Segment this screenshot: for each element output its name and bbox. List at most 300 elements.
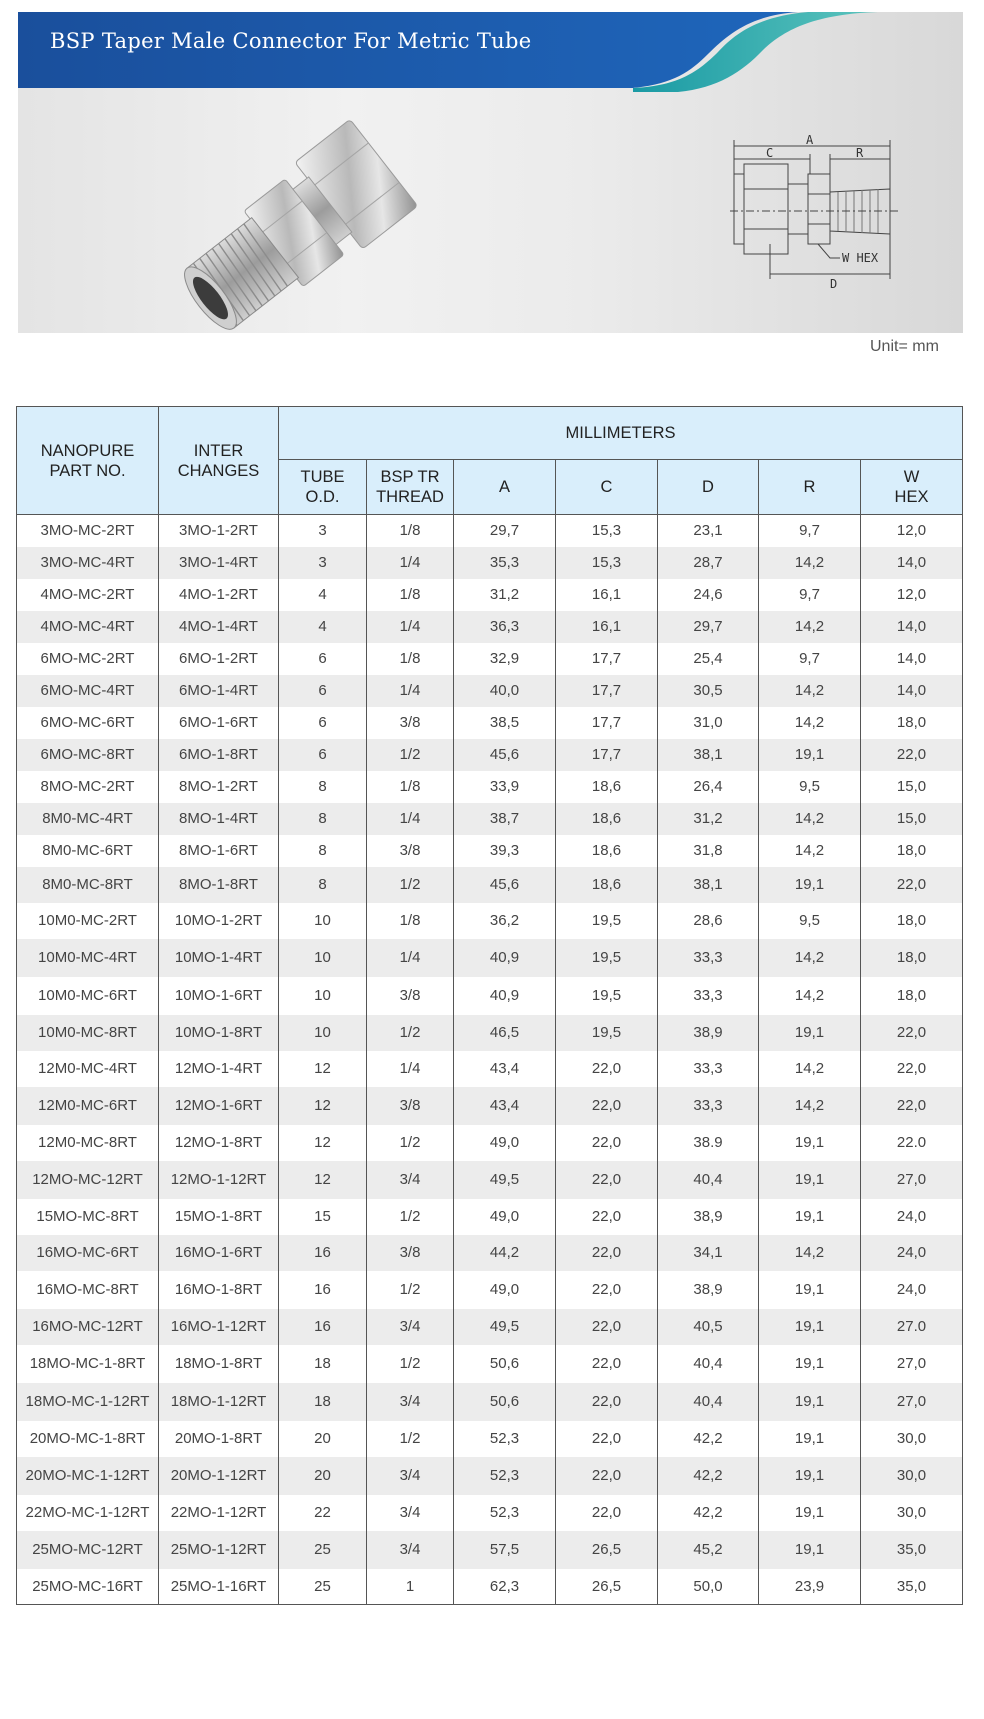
table-row [17,547,963,579]
cell-r: 19,1 [759,1457,861,1495]
cell-part-no: 6MO-MC-8RT [17,739,159,771]
cell-inter-changes: 15MO-1-8RT [159,1199,279,1235]
cell-tube-od: 12 [279,1125,367,1161]
cell-tube-od: 8 [279,867,367,903]
cell-part-no: 16MO-MC-12RT [17,1309,159,1345]
cell-part-no: 8M0-MC-6RT [17,835,159,867]
cell-bsp-thread: 3/8 [367,1087,454,1125]
cell-tube-od: 22 [279,1495,367,1531]
table-row [17,643,963,675]
cell-inter-changes: 8MO-1-4RT [159,803,279,835]
col-header-part-no: NANOPURE PART NO. [17,407,159,515]
cell-d: 31,2 [658,803,759,835]
cell-tube-od: 8 [279,771,367,803]
table-row [17,939,963,977]
cell-inter-changes: 6MO-1-2RT [159,643,279,675]
cell-a: 49,5 [454,1309,556,1345]
cell-a: 29,7 [454,515,556,547]
cell-d: 42,2 [658,1457,759,1495]
cell-d: 29,7 [658,611,759,643]
cell-w-hex: 18,0 [861,707,963,739]
cell-w-hex: 24,0 [861,1199,963,1235]
cell-part-no: 20MO-MC-1-12RT [17,1457,159,1495]
cell-r: 9,5 [759,771,861,803]
dim-c-label: C [766,146,774,160]
table-row [17,707,963,739]
cell-tube-od: 3 [279,515,367,547]
cell-d: 38,9 [658,1015,759,1051]
cell-inter-changes: 12MO-1-6RT [159,1087,279,1125]
connector-product-image [166,107,466,337]
cell-d: 40,4 [658,1345,759,1383]
cell-w-hex: 14,0 [861,643,963,675]
cell-tube-od: 20 [279,1421,367,1457]
cell-c: 22,0 [556,1125,658,1161]
cell-tube-od: 8 [279,803,367,835]
cell-bsp-thread: 1/4 [367,1051,454,1087]
cell-inter-changes: 18MO-1-12RT [159,1383,279,1421]
cell-bsp-thread: 3/4 [367,1495,454,1531]
cell-inter-changes: 12MO-1-8RT [159,1125,279,1161]
cell-d: 50,0 [658,1569,759,1605]
cell-part-no: 4MO-MC-2RT [17,579,159,611]
cell-c: 22,0 [556,1087,658,1125]
cell-part-no: 10M0-MC-2RT [17,903,159,939]
cell-a: 36,2 [454,903,556,939]
cell-r: 14,2 [759,1235,861,1271]
cell-w-hex: 30,0 [861,1495,963,1531]
cell-part-no: 10M0-MC-6RT [17,977,159,1015]
cell-a: 40,0 [454,675,556,707]
cell-c: 22,0 [556,1235,658,1271]
cell-tube-od: 10 [279,977,367,1015]
cell-part-no: 18MO-MC-1-12RT [17,1383,159,1421]
cell-w-hex: 22,0 [861,1015,963,1051]
cell-a: 35,3 [454,547,556,579]
cell-tube-od: 15 [279,1199,367,1235]
col-header-d: D [658,460,759,515]
cell-bsp-thread: 1/2 [367,1199,454,1235]
cell-a: 32,9 [454,643,556,675]
cell-tube-od: 6 [279,707,367,739]
cell-r: 14,2 [759,803,861,835]
cell-c: 15,3 [556,515,658,547]
cell-part-no: 6MO-MC-2RT [17,643,159,675]
cell-tube-od: 12 [279,1161,367,1199]
table-row [17,515,963,547]
cell-inter-changes: 25MO-1-16RT [159,1569,279,1605]
cell-d: 45,2 [658,1531,759,1569]
cell-w-hex: 15,0 [861,771,963,803]
table-row [17,611,963,643]
cell-part-no: 12M0-MC-4RT [17,1051,159,1087]
cell-d: 40,5 [658,1309,759,1345]
cell-d: 31,0 [658,707,759,739]
cell-bsp-thread: 3/8 [367,707,454,739]
cell-r: 14,2 [759,675,861,707]
cell-inter-changes: 25MO-1-12RT [159,1531,279,1569]
cell-inter-changes: 4MO-1-2RT [159,579,279,611]
cell-part-no: 20MO-MC-1-8RT [17,1421,159,1457]
cell-w-hex: 12,0 [861,579,963,611]
cell-tube-od: 25 [279,1531,367,1569]
cell-part-no: 18MO-MC-1-8RT [17,1345,159,1383]
cell-inter-changes: 10MO-1-2RT [159,903,279,939]
spec-table [16,406,963,1605]
cell-part-no: 6MO-MC-4RT [17,675,159,707]
cell-a: 49,5 [454,1161,556,1199]
cell-a: 46,5 [454,1015,556,1051]
cell-w-hex: 24,0 [861,1271,963,1309]
cell-a: 33,9 [454,771,556,803]
cell-bsp-thread: 3/8 [367,835,454,867]
cell-a: 57,5 [454,1531,556,1569]
cell-part-no: 16MO-MC-8RT [17,1271,159,1309]
cell-r: 19,1 [759,1495,861,1531]
cell-inter-changes: 18MO-1-8RT [159,1345,279,1383]
cell-c: 22,0 [556,1345,658,1383]
cell-inter-changes: 8MO-1-8RT [159,867,279,903]
cell-bsp-thread: 1/2 [367,1125,454,1161]
table-row [17,579,963,611]
cell-inter-changes: 22MO-1-12RT [159,1495,279,1531]
cell-bsp-thread: 1/2 [367,1015,454,1051]
cell-bsp-thread: 1/8 [367,643,454,675]
cell-tube-od: 6 [279,675,367,707]
col-header-bsp-thread: BSP TR THREAD [367,460,454,515]
cell-d: 40,4 [658,1161,759,1199]
table-row [17,867,963,903]
cell-part-no: 10M0-MC-4RT [17,939,159,977]
cell-inter-changes: 6MO-1-8RT [159,739,279,771]
cell-inter-changes: 10MO-1-6RT [159,977,279,1015]
cell-c: 22,0 [556,1383,658,1421]
cell-r: 19,1 [759,1345,861,1383]
table-row [17,977,963,1015]
cell-w-hex: 22,0 [861,1087,963,1125]
cell-inter-changes: 8MO-1-2RT [159,771,279,803]
cell-r: 14,2 [759,707,861,739]
cell-w-hex: 18,0 [861,939,963,977]
cell-tube-od: 12 [279,1087,367,1125]
cell-r: 19,1 [759,1125,861,1161]
cell-a: 45,6 [454,867,556,903]
dim-whex-label: W HEX [842,251,879,265]
cell-w-hex: 27,0 [861,1345,963,1383]
cell-d: 23,1 [658,515,759,547]
table-row [17,1199,963,1235]
cell-bsp-thread: 1/2 [367,1345,454,1383]
table-row [17,1271,963,1309]
cell-c: 16,1 [556,579,658,611]
cell-bsp-thread: 3/4 [367,1531,454,1569]
cell-tube-od: 3 [279,547,367,579]
col-header-a: A [454,460,556,515]
cell-part-no: 15MO-MC-8RT [17,1199,159,1235]
cell-c: 18,6 [556,771,658,803]
cell-tube-od: 20 [279,1457,367,1495]
cell-c: 16,1 [556,611,658,643]
cell-r: 19,1 [759,1531,861,1569]
cell-w-hex: 22,0 [861,1051,963,1087]
cell-a: 52,3 [454,1495,556,1531]
table-row [17,835,963,867]
cell-w-hex: 22,0 [861,739,963,771]
cell-d: 33,3 [658,977,759,1015]
cell-part-no: 3MO-MC-2RT [17,515,159,547]
cell-w-hex: 14,0 [861,675,963,707]
cell-inter-changes: 6MO-1-4RT [159,675,279,707]
table-row [17,1161,963,1199]
cell-d: 38,9 [658,1271,759,1309]
table-row [17,1495,963,1531]
cell-r: 19,1 [759,867,861,903]
cell-w-hex: 35,0 [861,1569,963,1605]
cell-bsp-thread: 1 [367,1569,454,1605]
page-title: BSP Taper Male Connector For Metric Tube [50,29,532,53]
cell-c: 22,0 [556,1495,658,1531]
cell-w-hex: 27,0 [861,1161,963,1199]
cell-tube-od: 10 [279,903,367,939]
cell-c: 17,7 [556,643,658,675]
cell-part-no: 8M0-MC-8RT [17,867,159,903]
cell-a: 43,4 [454,1087,556,1125]
dim-d-label: D [830,277,838,291]
cell-inter-changes: 10MO-1-8RT [159,1015,279,1051]
cell-a: 49,0 [454,1199,556,1235]
cell-c: 19,5 [556,903,658,939]
col-header-tube-od: TUBE O.D. [279,460,367,515]
cell-part-no: 6MO-MC-6RT [17,707,159,739]
cell-part-no: 25MO-MC-12RT [17,1531,159,1569]
cell-a: 31,2 [454,579,556,611]
cell-r: 23,9 [759,1569,861,1605]
cell-tube-od: 6 [279,739,367,771]
cell-d: 31,8 [658,835,759,867]
cell-a: 50,6 [454,1383,556,1421]
table-row [17,1421,963,1457]
cell-inter-changes: 3MO-1-4RT [159,547,279,579]
cell-d: 30,5 [658,675,759,707]
cell-a: 38,7 [454,803,556,835]
cell-tube-od: 10 [279,1015,367,1051]
cell-r: 19,1 [759,1309,861,1345]
cell-c: 22,0 [556,1271,658,1309]
cell-r: 19,1 [759,1383,861,1421]
cell-a: 52,3 [454,1457,556,1495]
cell-bsp-thread: 1/4 [367,939,454,977]
cell-c: 26,5 [556,1531,658,1569]
cell-d: 34,1 [658,1235,759,1271]
cell-d: 42,2 [658,1421,759,1457]
cell-r: 14,2 [759,939,861,977]
cell-inter-changes: 10MO-1-4RT [159,939,279,977]
cell-w-hex: 30,0 [861,1457,963,1495]
cell-c: 22,0 [556,1199,658,1235]
cell-inter-changes: 8MO-1-6RT [159,835,279,867]
cell-r: 9,7 [759,579,861,611]
col-header-inter-changes: INTER CHANGES [159,407,279,515]
cell-tube-od: 18 [279,1383,367,1421]
cell-tube-od: 4 [279,611,367,643]
cell-bsp-thread: 1/2 [367,1421,454,1457]
cell-tube-od: 4 [279,579,367,611]
cell-r: 9,5 [759,903,861,939]
cell-c: 17,7 [556,707,658,739]
cell-w-hex: 35,0 [861,1531,963,1569]
cell-bsp-thread: 1/8 [367,903,454,939]
cell-w-hex: 27.0 [861,1309,963,1345]
table-row [17,1345,963,1383]
cell-c: 22,0 [556,1457,658,1495]
cell-c: 19,5 [556,939,658,977]
cell-part-no: 16MO-MC-6RT [17,1235,159,1271]
cell-inter-changes: 16MO-1-12RT [159,1309,279,1345]
cell-a: 45,6 [454,739,556,771]
cell-bsp-thread: 1/4 [367,547,454,579]
cell-c: 19,5 [556,1015,658,1051]
cell-d: 25,4 [658,643,759,675]
cell-part-no: 8MO-MC-2RT [17,771,159,803]
table-row [17,903,963,939]
cell-r: 14,2 [759,547,861,579]
cell-c: 17,7 [556,739,658,771]
cell-c: 18,6 [556,867,658,903]
cell-r: 19,1 [759,1161,861,1199]
cell-d: 38,1 [658,867,759,903]
cell-a: 62,3 [454,1569,556,1605]
dim-a-label: A [806,134,814,147]
table-row [17,739,963,771]
cell-d: 38,1 [658,739,759,771]
cell-w-hex: 22.0 [861,1125,963,1161]
cell-d: 38.9 [658,1125,759,1161]
cell-w-hex: 30,0 [861,1421,963,1457]
cell-tube-od: 25 [279,1569,367,1605]
cell-d: 26,4 [658,771,759,803]
cell-w-hex: 14,0 [861,547,963,579]
cell-bsp-thread: 1/4 [367,803,454,835]
table-row [17,1235,963,1271]
cell-w-hex: 27,0 [861,1383,963,1421]
cell-c: 22,0 [556,1051,658,1087]
unit-label: Unit= mm [870,338,939,355]
title-bar [18,12,963,89]
cell-tube-od: 16 [279,1309,367,1345]
cell-tube-od: 12 [279,1051,367,1087]
cell-bsp-thread: 3/8 [367,1235,454,1271]
table-row [17,803,963,835]
cell-r: 14,2 [759,1051,861,1087]
cell-r: 14,2 [759,1087,861,1125]
cell-d: 40,4 [658,1383,759,1421]
cell-bsp-thread: 1/8 [367,579,454,611]
cell-bsp-thread: 3/4 [367,1383,454,1421]
cell-a: 40,9 [454,939,556,977]
cell-bsp-thread: 1/2 [367,739,454,771]
col-header-w-hex: W HEX [861,460,963,515]
table-row [17,1383,963,1421]
col-header-c: C [556,460,658,515]
cell-r: 19,1 [759,739,861,771]
cell-d: 33,3 [658,1051,759,1087]
cell-r: 14,2 [759,611,861,643]
dimension-drawing [730,134,940,309]
product-banner [18,12,963,333]
cell-c: 15,3 [556,547,658,579]
cell-bsp-thread: 1/8 [367,515,454,547]
cell-a: 36,3 [454,611,556,643]
dim-r-label: R [856,146,864,160]
cell-c: 26,5 [556,1569,658,1605]
cell-a: 49,0 [454,1125,556,1161]
cell-part-no: 3MO-MC-4RT [17,547,159,579]
table-row [17,1125,963,1161]
cell-c: 17,7 [556,675,658,707]
cell-tube-od: 6 [279,643,367,675]
cell-c: 22,0 [556,1161,658,1199]
table-row [17,1015,963,1051]
cell-w-hex: 18,0 [861,977,963,1015]
cell-inter-changes: 12MO-1-12RT [159,1161,279,1199]
cell-tube-od: 8 [279,835,367,867]
cell-a: 39,3 [454,835,556,867]
cell-a: 50,6 [454,1345,556,1383]
cell-bsp-thread: 3/4 [367,1309,454,1345]
cell-tube-od: 18 [279,1345,367,1383]
cell-bsp-thread: 3/4 [367,1457,454,1495]
cell-c: 19,5 [556,977,658,1015]
cell-w-hex: 14,0 [861,611,963,643]
cell-d: 33,3 [658,1087,759,1125]
cell-w-hex: 18,0 [861,835,963,867]
cell-r: 14,2 [759,977,861,1015]
cell-r: 19,1 [759,1015,861,1051]
cell-w-hex: 15,0 [861,803,963,835]
cell-a: 49,0 [454,1271,556,1309]
cell-r: 9,7 [759,515,861,547]
cell-part-no: 12M0-MC-6RT [17,1087,159,1125]
cell-c: 18,6 [556,803,658,835]
cell-bsp-thread: 3/4 [367,1161,454,1199]
cell-bsp-thread: 1/2 [367,1271,454,1309]
cell-w-hex: 18,0 [861,903,963,939]
cell-inter-changes: 6MO-1-6RT [159,707,279,739]
cell-r: 14,2 [759,835,861,867]
cell-a: 40,9 [454,977,556,1015]
cell-w-hex: 12,0 [861,515,963,547]
cell-part-no: 4MO-MC-4RT [17,611,159,643]
cell-part-no: 25MO-MC-16RT [17,1569,159,1605]
cell-a: 52,3 [454,1421,556,1457]
cell-a: 38,5 [454,707,556,739]
cell-d: 38,9 [658,1199,759,1235]
cell-part-no: 12M0-MC-8RT [17,1125,159,1161]
cell-r: 19,1 [759,1421,861,1457]
cell-d: 28,7 [658,547,759,579]
cell-c: 18,6 [556,835,658,867]
cell-tube-od: 16 [279,1235,367,1271]
table-row [17,1309,963,1345]
cell-w-hex: 24,0 [861,1235,963,1271]
cell-d: 33,3 [658,939,759,977]
cell-inter-changes: 4MO-1-4RT [159,611,279,643]
cell-part-no: 8M0-MC-4RT [17,803,159,835]
cell-a: 44,2 [454,1235,556,1271]
cell-d: 42,2 [658,1495,759,1531]
cell-inter-changes: 20MO-1-12RT [159,1457,279,1495]
cell-d: 24,6 [658,579,759,611]
